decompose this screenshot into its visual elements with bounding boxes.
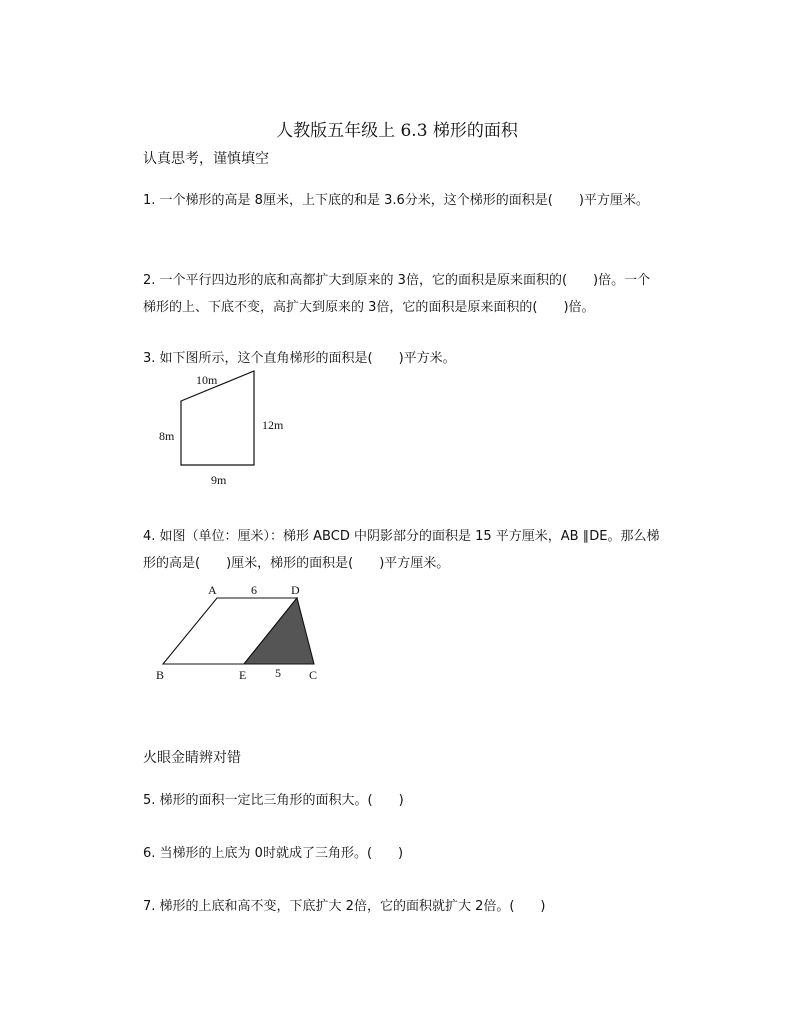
segment-label-ad: 6 [251, 583, 257, 597]
question-6: 6. 当梯形的上底为 0时就成了三角形。( ) [143, 846, 404, 861]
figure-right-trapezoid [150, 365, 300, 490]
vertex-label-c: C [309, 668, 318, 682]
section-heading-fill-in: 认真思考，谨慎填空 [143, 151, 269, 167]
question-4: 4. 如图（单位：厘米）：梯形 ABCD 中阴影部分的面积是 15 平方厘米，AB ∥DE。那么梯形的高是( )厘米，梯形的面积是( )平方厘米。 [143, 529, 660, 571]
vertex-label-a: A [208, 583, 217, 597]
section-heading-judge: 火眼金睛辨对错 [143, 750, 241, 766]
label-right-side: 12m [262, 418, 284, 432]
figure-trapezoid-abcd [150, 580, 340, 685]
label-left-side: 8m [159, 429, 175, 443]
question-7: 7. 梯形的上底和高不变，下底扩大 2倍，它的面积就扩大 2倍。( ) [143, 899, 546, 914]
trapezoid-shape [181, 371, 254, 465]
shaded-triangle-dec [244, 598, 314, 664]
question-5: 5. 梯形的面积一定比三角形的面积大。( ) [143, 793, 404, 808]
label-top-side: 10m [196, 373, 218, 387]
question-3: 3. 如下图所示，这个直角梯形的面积是( )平方米。 [143, 351, 456, 366]
segment-label-ec: 5 [275, 666, 281, 680]
vertex-label-d: D [291, 583, 300, 597]
vertex-label-b: B [156, 668, 165, 682]
label-bottom-side: 9m [211, 473, 227, 487]
vertex-label-e: E [239, 668, 247, 682]
page-title: 人教版五年级上 6.3 梯形的面积 [276, 121, 518, 141]
question-2: 2. 一个平行四边形的底和高都扩大到原来的 3倍，它的面积是原来面积的( )倍。一个梯形的上、下底不变，高扩大到原来的 3倍，它的面积是原来面积的( )倍。 [143, 273, 651, 315]
question-1: 1. 一个梯形的高是 8厘米，上下底的和是 3.6分米，这个梯形的面积是( )平方厘米。 [143, 193, 649, 208]
